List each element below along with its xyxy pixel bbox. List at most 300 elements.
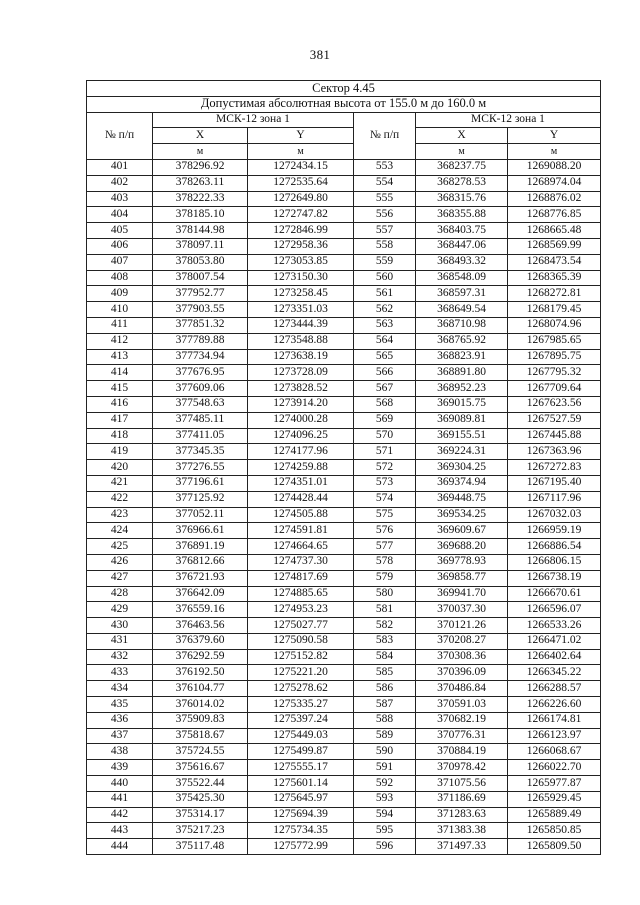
table-row xyxy=(87,333,601,349)
x-coordinate-right: 368447.06 xyxy=(416,238,508,254)
x-coordinate-left: 378185.10 xyxy=(153,207,248,223)
y-coordinate-right: 1268974.04 xyxy=(508,175,601,191)
point-number-right: 576 xyxy=(354,523,416,539)
point-number-right: 564 xyxy=(354,333,416,349)
x-coordinate-right: 369609.67 xyxy=(416,523,508,539)
x-coordinate-left: 378007.54 xyxy=(153,270,248,286)
x-coordinate-right: 370308.36 xyxy=(416,649,508,665)
point-number-right: 583 xyxy=(354,633,416,649)
y-header-left: Y xyxy=(248,128,354,144)
x-coordinate-left: 375117.48 xyxy=(153,839,248,855)
x-coordinate-right: 369534.25 xyxy=(416,507,508,523)
y-coordinate-right: 1268876.02 xyxy=(508,191,601,207)
point-number-left: 411 xyxy=(87,317,153,333)
x-coordinate-right: 371186.69 xyxy=(416,791,508,807)
x-coordinate-left: 377548.63 xyxy=(153,396,248,412)
x-coordinate-left: 377734.94 xyxy=(153,349,248,365)
x-coordinate-right: 368597.31 xyxy=(416,286,508,302)
y-coordinate-left: 1273258.45 xyxy=(248,286,354,302)
y-coordinate-right: 1266345.22 xyxy=(508,665,601,681)
x-coordinate-left: 377276.55 xyxy=(153,460,248,476)
point-number-left: 436 xyxy=(87,712,153,728)
x-coordinate-left: 375616.67 xyxy=(153,760,248,776)
y-coordinate-left: 1273638.19 xyxy=(248,349,354,365)
table-row xyxy=(87,365,601,381)
point-number-left: 428 xyxy=(87,586,153,602)
y-coordinate-left: 1275449.03 xyxy=(248,728,354,744)
point-number-left: 432 xyxy=(87,649,153,665)
y-coordinate-right: 1267985.65 xyxy=(508,333,601,349)
point-number-left: 417 xyxy=(87,412,153,428)
point-number-left: 431 xyxy=(87,633,153,649)
table-row xyxy=(87,728,601,744)
y-coordinate-left: 1274817.69 xyxy=(248,570,354,586)
table-row xyxy=(87,554,601,570)
table-row xyxy=(87,460,601,476)
point-number-right: 590 xyxy=(354,744,416,760)
table-row xyxy=(87,523,601,539)
table-row xyxy=(87,570,601,586)
x-coordinate-left: 375217.23 xyxy=(153,823,248,839)
y-coordinate-right: 1267272.83 xyxy=(508,460,601,476)
x-coordinate-left: 377411.05 xyxy=(153,428,248,444)
y-header-right: Y xyxy=(508,128,601,144)
table-row xyxy=(87,665,601,681)
point-number-left: 421 xyxy=(87,475,153,491)
y-coordinate-left: 1273548.88 xyxy=(248,333,354,349)
point-number-left: 424 xyxy=(87,523,153,539)
point-number-left: 406 xyxy=(87,238,153,254)
x-coordinate-right: 368649.54 xyxy=(416,302,508,318)
x-coordinate-left: 378097.11 xyxy=(153,238,248,254)
point-number-left: 438 xyxy=(87,744,153,760)
table-row xyxy=(87,286,601,302)
x-coordinate-right: 369858.77 xyxy=(416,570,508,586)
y-coordinate-left: 1272434.15 xyxy=(248,159,354,175)
x-coordinate-right: 371383.38 xyxy=(416,823,508,839)
point-number-left: 433 xyxy=(87,665,153,681)
x-coordinate-left: 375724.55 xyxy=(153,744,248,760)
y-coordinate-right: 1265977.87 xyxy=(508,776,601,792)
y-coordinate-left: 1273351.03 xyxy=(248,302,354,318)
table-row xyxy=(87,807,601,823)
table-row xyxy=(87,428,601,444)
point-number-right: 571 xyxy=(354,444,416,460)
zone-header-right: МСК-12 зона 1 xyxy=(416,112,601,128)
point-number-left: 410 xyxy=(87,302,153,318)
point-number-left: 405 xyxy=(87,223,153,239)
y-coordinate-right: 1267117.96 xyxy=(508,491,601,507)
point-number-right: 575 xyxy=(354,507,416,523)
table-row xyxy=(87,839,601,855)
x-coordinate-right: 370591.03 xyxy=(416,697,508,713)
point-number-right: 587 xyxy=(354,697,416,713)
y-coordinate-left: 1273914.20 xyxy=(248,396,354,412)
table-row xyxy=(87,238,601,254)
table-row xyxy=(87,175,601,191)
y-coordinate-left: 1275027.77 xyxy=(248,618,354,634)
y-coordinate-left: 1275601.14 xyxy=(248,776,354,792)
y-coordinate-left: 1274505.88 xyxy=(248,507,354,523)
table-row xyxy=(87,223,601,239)
y-coordinate-right: 1266471.02 xyxy=(508,633,601,649)
x-coordinate-right: 370396.09 xyxy=(416,665,508,681)
y-coordinate-left: 1273828.52 xyxy=(248,381,354,397)
x-header-left: X xyxy=(153,128,248,144)
y-coordinate-left: 1274000.28 xyxy=(248,412,354,428)
point-number-left: 403 xyxy=(87,191,153,207)
y-coordinate-right: 1266022.70 xyxy=(508,760,601,776)
point-number-left: 434 xyxy=(87,681,153,697)
point-number-right: 569 xyxy=(354,412,416,428)
x-coordinate-right: 368548.09 xyxy=(416,270,508,286)
table-row xyxy=(87,475,601,491)
x-coordinate-left: 376292.59 xyxy=(153,649,248,665)
y-coordinate-left: 1275499.87 xyxy=(248,744,354,760)
point-number-right: 579 xyxy=(354,570,416,586)
point-number-right: 589 xyxy=(354,728,416,744)
point-number-left: 415 xyxy=(87,381,153,397)
point-number-right: 562 xyxy=(354,302,416,318)
x-coordinate-right: 368403.75 xyxy=(416,223,508,239)
y-unit-right: м xyxy=(508,144,601,160)
point-number-left: 416 xyxy=(87,396,153,412)
y-coordinate-right: 1268776.85 xyxy=(508,207,601,223)
x-coordinate-right: 369448.75 xyxy=(416,491,508,507)
point-number-left: 444 xyxy=(87,839,153,855)
x-coordinate-left: 375909.83 xyxy=(153,712,248,728)
y-coordinate-right: 1266670.61 xyxy=(508,586,601,602)
point-number-right: 594 xyxy=(354,807,416,823)
y-coordinate-left: 1274259.88 xyxy=(248,460,354,476)
page-number: 381 xyxy=(309,47,331,62)
point-number-left: 441 xyxy=(87,791,153,807)
point-number-right: 595 xyxy=(354,823,416,839)
x-coordinate-left: 378296.92 xyxy=(153,159,248,175)
table-row xyxy=(87,254,601,270)
table-row xyxy=(87,191,601,207)
x-coordinate-right: 368278.53 xyxy=(416,175,508,191)
x-coordinate-left: 376642.09 xyxy=(153,586,248,602)
y-coordinate-left: 1273150.30 xyxy=(248,270,354,286)
table-row xyxy=(87,207,601,223)
coordinates-table xyxy=(86,80,601,855)
y-coordinate-right: 1267709.64 xyxy=(508,381,601,397)
point-number-right: 580 xyxy=(354,586,416,602)
table-row xyxy=(87,697,601,713)
x-coordinate-right: 369778.93 xyxy=(416,554,508,570)
point-number-left: 439 xyxy=(87,760,153,776)
x-coordinate-left: 377485.11 xyxy=(153,412,248,428)
y-coordinate-left: 1272747.82 xyxy=(248,207,354,223)
y-coordinate-left: 1273728.09 xyxy=(248,365,354,381)
point-number-left: 418 xyxy=(87,428,153,444)
table-row xyxy=(87,618,601,634)
y-coordinate-right: 1266806.15 xyxy=(508,554,601,570)
x-coordinate-left: 377609.06 xyxy=(153,381,248,397)
point-number-right: 578 xyxy=(354,554,416,570)
point-number-right: 577 xyxy=(354,539,416,555)
y-coordinate-left: 1275645.97 xyxy=(248,791,354,807)
point-number-right: 593 xyxy=(354,791,416,807)
y-coordinate-left: 1273053.85 xyxy=(248,254,354,270)
y-coordinate-left: 1274428.44 xyxy=(248,491,354,507)
table-row xyxy=(87,681,601,697)
point-number-right: 582 xyxy=(354,618,416,634)
y-coordinate-left: 1275555.17 xyxy=(248,760,354,776)
point-number-right: 559 xyxy=(354,254,416,270)
x-coordinate-left: 376891.19 xyxy=(153,539,248,555)
point-number-left: 425 xyxy=(87,539,153,555)
table-row xyxy=(87,159,601,175)
x-coordinate-left: 378222.33 xyxy=(153,191,248,207)
x-coordinate-right: 370978.42 xyxy=(416,760,508,776)
y-coordinate-left: 1275152.82 xyxy=(248,649,354,665)
table-row xyxy=(87,744,601,760)
y-coordinate-left: 1272649.80 xyxy=(248,191,354,207)
point-number-left: 442 xyxy=(87,807,153,823)
y-coordinate-right: 1265850.85 xyxy=(508,823,601,839)
y-coordinate-right: 1266738.19 xyxy=(508,570,601,586)
point-number-left: 443 xyxy=(87,823,153,839)
y-coordinate-left: 1272958.36 xyxy=(248,238,354,254)
x-coordinate-left: 376379.60 xyxy=(153,633,248,649)
point-number-right: 572 xyxy=(354,460,416,476)
table-row xyxy=(87,396,601,412)
x-coordinate-left: 376966.61 xyxy=(153,523,248,539)
x-coordinate-right: 370121.26 xyxy=(416,618,508,634)
point-number-right: 554 xyxy=(354,175,416,191)
table-row xyxy=(87,412,601,428)
x-coordinate-left: 378053.80 xyxy=(153,254,248,270)
y-coordinate-left: 1274885.65 xyxy=(248,586,354,602)
y-coordinate-left: 1274351.01 xyxy=(248,475,354,491)
point-number-left: 409 xyxy=(87,286,153,302)
point-number-right: 574 xyxy=(354,491,416,507)
point-number-right: 561 xyxy=(354,286,416,302)
x-coordinate-right: 368237.75 xyxy=(416,159,508,175)
point-number-left: 419 xyxy=(87,444,153,460)
y-coordinate-left: 1275090.58 xyxy=(248,633,354,649)
table-row xyxy=(87,507,601,523)
y-coordinate-right: 1268473.54 xyxy=(508,254,601,270)
num-header-right: № п/п xyxy=(354,112,416,159)
x-coordinate-left: 377125.92 xyxy=(153,491,248,507)
x-coordinate-left: 375425.30 xyxy=(153,791,248,807)
point-number-right: 584 xyxy=(354,649,416,665)
point-number-left: 437 xyxy=(87,728,153,744)
x-coordinate-right: 368315.76 xyxy=(416,191,508,207)
y-coordinate-right: 1266886.54 xyxy=(508,539,601,555)
y-coordinate-right: 1269088.20 xyxy=(508,159,601,175)
x-unit-left: м xyxy=(153,144,248,160)
x-unit-right: м xyxy=(416,144,508,160)
y-coordinate-right: 1267195.40 xyxy=(508,475,601,491)
y-coordinate-right: 1268569.99 xyxy=(508,238,601,254)
y-coordinate-right: 1266959.19 xyxy=(508,523,601,539)
point-number-left: 435 xyxy=(87,697,153,713)
table-row xyxy=(87,649,601,665)
x-coordinate-right: 368710.98 xyxy=(416,317,508,333)
point-number-right: 558 xyxy=(354,238,416,254)
table-row xyxy=(87,491,601,507)
point-number-right: 588 xyxy=(354,712,416,728)
x-coordinate-right: 369089.81 xyxy=(416,412,508,428)
y-coordinate-left: 1275221.20 xyxy=(248,665,354,681)
num-header-left: № п/п xyxy=(87,112,153,159)
y-coordinate-right: 1267895.75 xyxy=(508,349,601,365)
x-coordinate-right: 369015.75 xyxy=(416,396,508,412)
table-row xyxy=(87,302,601,318)
y-coordinate-right: 1266596.07 xyxy=(508,602,601,618)
x-coordinate-left: 377789.88 xyxy=(153,333,248,349)
table-row xyxy=(87,776,601,792)
x-coordinate-right: 371283.63 xyxy=(416,807,508,823)
point-number-right: 566 xyxy=(354,365,416,381)
table-row xyxy=(87,349,601,365)
x-coordinate-left: 375818.67 xyxy=(153,728,248,744)
x-coordinate-right: 369941.70 xyxy=(416,586,508,602)
table-row xyxy=(87,823,601,839)
y-coordinate-left: 1272535.64 xyxy=(248,175,354,191)
x-coordinate-left: 377052.11 xyxy=(153,507,248,523)
x-coordinate-right: 369155.51 xyxy=(416,428,508,444)
x-coordinate-right: 368493.32 xyxy=(416,254,508,270)
x-coordinate-left: 375522.44 xyxy=(153,776,248,792)
point-number-left: 426 xyxy=(87,554,153,570)
x-coordinate-left: 375314.17 xyxy=(153,807,248,823)
x-coordinate-right: 368823.91 xyxy=(416,349,508,365)
y-unit-left: м xyxy=(248,144,354,160)
point-number-left: 420 xyxy=(87,460,153,476)
y-coordinate-left: 1274096.25 xyxy=(248,428,354,444)
point-number-left: 440 xyxy=(87,776,153,792)
y-coordinate-right: 1267795.32 xyxy=(508,365,601,381)
point-number-right: 563 xyxy=(354,317,416,333)
point-number-left: 412 xyxy=(87,333,153,349)
x-coordinate-left: 377903.55 xyxy=(153,302,248,318)
point-number-left: 430 xyxy=(87,618,153,634)
x-header-right: X xyxy=(416,128,508,144)
x-coordinate-right: 369224.31 xyxy=(416,444,508,460)
x-coordinate-right: 370682.19 xyxy=(416,712,508,728)
x-coordinate-left: 376721.93 xyxy=(153,570,248,586)
y-coordinate-left: 1273444.39 xyxy=(248,317,354,333)
height-range-title: Допустимая абсолютная высота от 155.0 м до 160.0 м xyxy=(87,96,601,112)
y-coordinate-left: 1275335.27 xyxy=(248,697,354,713)
y-coordinate-right: 1268074.96 xyxy=(508,317,601,333)
point-number-right: 557 xyxy=(354,223,416,239)
point-number-right: 585 xyxy=(354,665,416,681)
point-number-right: 567 xyxy=(354,381,416,397)
y-coordinate-right: 1266068.67 xyxy=(508,744,601,760)
point-number-left: 402 xyxy=(87,175,153,191)
point-number-left: 422 xyxy=(87,491,153,507)
point-number-right: 596 xyxy=(354,839,416,855)
x-coordinate-left: 377952.77 xyxy=(153,286,248,302)
table-row xyxy=(87,444,601,460)
x-coordinate-right: 368891.80 xyxy=(416,365,508,381)
y-coordinate-right: 1268179.45 xyxy=(508,302,601,318)
y-coordinate-left: 1274953.23 xyxy=(248,602,354,618)
y-coordinate-left: 1274591.81 xyxy=(248,523,354,539)
zone-header-left: МСК-12 зона 1 xyxy=(153,112,354,128)
y-coordinate-left: 1275694.39 xyxy=(248,807,354,823)
table-row xyxy=(87,539,601,555)
y-coordinate-right: 1265929.45 xyxy=(508,791,601,807)
y-coordinate-right: 1266288.57 xyxy=(508,681,601,697)
point-number-right: 573 xyxy=(354,475,416,491)
y-coordinate-right: 1267445.88 xyxy=(508,428,601,444)
table-row xyxy=(87,791,601,807)
x-coordinate-left: 376559.16 xyxy=(153,602,248,618)
y-coordinate-right: 1265889.49 xyxy=(508,807,601,823)
point-number-right: 570 xyxy=(354,428,416,444)
table-row xyxy=(87,381,601,397)
x-coordinate-left: 377851.32 xyxy=(153,317,248,333)
point-number-left: 427 xyxy=(87,570,153,586)
y-coordinate-left: 1274737.30 xyxy=(248,554,354,570)
point-number-right: 555 xyxy=(354,191,416,207)
x-coordinate-left: 376192.50 xyxy=(153,665,248,681)
x-coordinate-right: 368355.88 xyxy=(416,207,508,223)
point-number-left: 423 xyxy=(87,507,153,523)
y-coordinate-right: 1266174.81 xyxy=(508,712,601,728)
x-coordinate-left: 376104.77 xyxy=(153,681,248,697)
x-coordinate-right: 368952.23 xyxy=(416,381,508,397)
point-number-right: 553 xyxy=(354,159,416,175)
table-row xyxy=(87,602,601,618)
point-number-left: 404 xyxy=(87,207,153,223)
point-number-right: 568 xyxy=(354,396,416,412)
x-coordinate-left: 378263.11 xyxy=(153,175,248,191)
y-coordinate-right: 1266533.26 xyxy=(508,618,601,634)
x-coordinate-left: 376812.66 xyxy=(153,554,248,570)
x-coordinate-right: 370884.19 xyxy=(416,744,508,760)
y-coordinate-right: 1268365.39 xyxy=(508,270,601,286)
x-coordinate-right: 369688.20 xyxy=(416,539,508,555)
x-coordinate-right: 369304.25 xyxy=(416,460,508,476)
point-number-left: 407 xyxy=(87,254,153,270)
table-row xyxy=(87,633,601,649)
point-number-right: 581 xyxy=(354,602,416,618)
x-coordinate-right: 371075.56 xyxy=(416,776,508,792)
x-coordinate-right: 371497.33 xyxy=(416,839,508,855)
point-number-left: 408 xyxy=(87,270,153,286)
table-body xyxy=(87,159,601,854)
table-row xyxy=(87,712,601,728)
y-coordinate-right: 1266123.97 xyxy=(508,728,601,744)
y-coordinate-left: 1275278.62 xyxy=(248,681,354,697)
point-number-right: 592 xyxy=(354,776,416,792)
y-coordinate-left: 1274664.65 xyxy=(248,539,354,555)
point-number-left: 414 xyxy=(87,365,153,381)
point-number-right: 560 xyxy=(354,270,416,286)
point-number-left: 401 xyxy=(87,159,153,175)
x-coordinate-right: 370037.30 xyxy=(416,602,508,618)
x-coordinate-right: 370776.31 xyxy=(416,728,508,744)
y-coordinate-right: 1267623.56 xyxy=(508,396,601,412)
y-coordinate-right: 1268665.48 xyxy=(508,223,601,239)
y-coordinate-right: 1267363.96 xyxy=(508,444,601,460)
y-coordinate-right: 1267527.59 xyxy=(508,412,601,428)
point-number-right: 586 xyxy=(354,681,416,697)
y-coordinate-left: 1275734.35 xyxy=(248,823,354,839)
point-number-left: 429 xyxy=(87,602,153,618)
point-number-right: 565 xyxy=(354,349,416,365)
y-coordinate-right: 1265809.50 xyxy=(508,839,601,855)
y-coordinate-right: 1268272.81 xyxy=(508,286,601,302)
